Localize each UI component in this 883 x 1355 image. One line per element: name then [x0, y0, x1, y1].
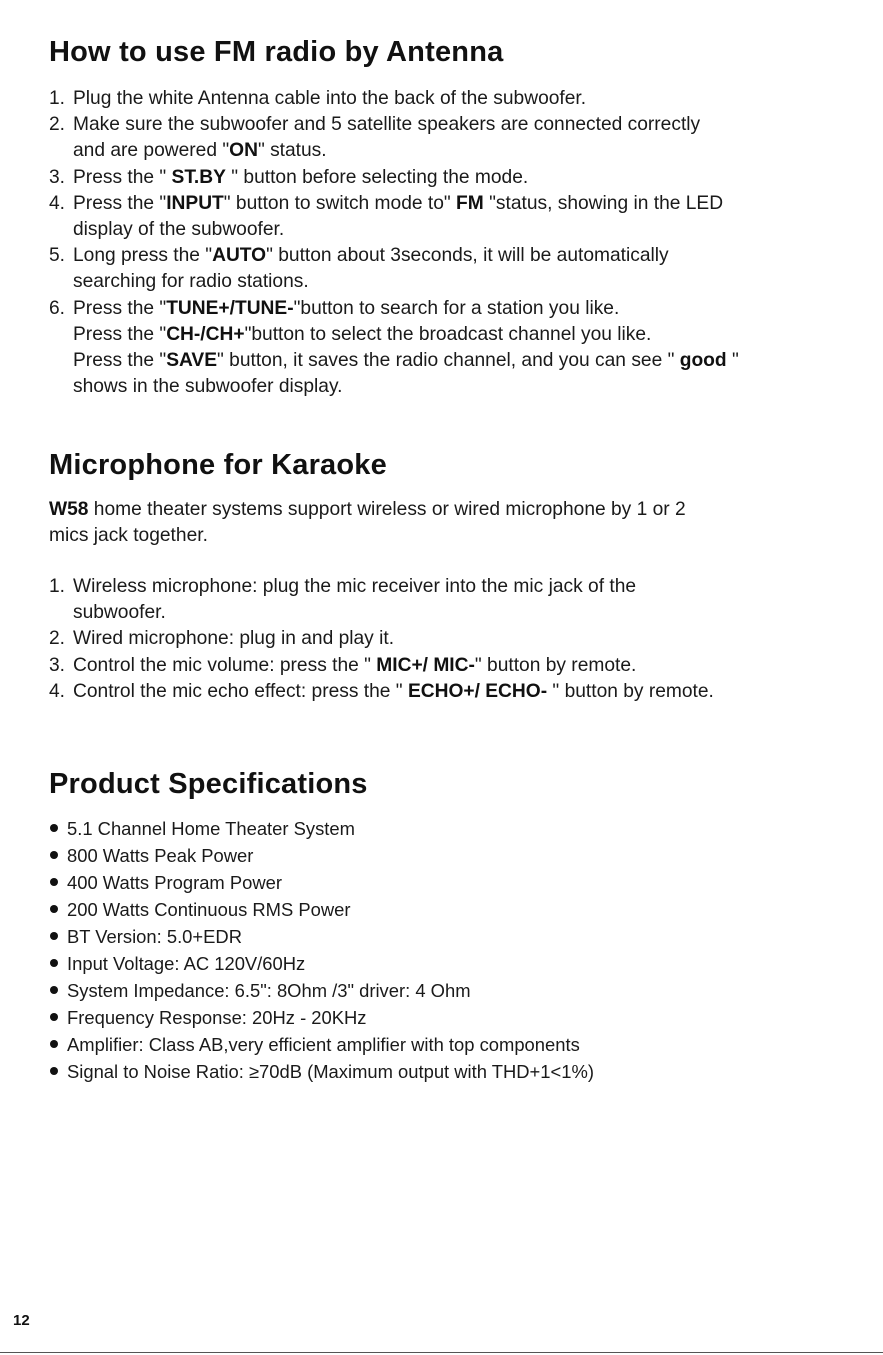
spec-text: BT Version: 5.0+EDR [67, 926, 242, 947]
step-number: 6. [49, 297, 66, 319]
step-line [73, 322, 739, 348]
step-line [73, 626, 714, 652]
spec-text: 800 Watts Peak Power [67, 845, 254, 866]
text-run: " button to switch mode to" [223, 192, 457, 214]
mic-step [49, 653, 714, 679]
bullet-icon [50, 1040, 58, 1048]
fm-step [49, 296, 739, 401]
step-number: 1. [49, 88, 66, 109]
bullet-icon [50, 824, 58, 832]
step-number: 3. [49, 654, 66, 676]
spec-text: 5.1 Channel Home Theater System [67, 818, 355, 839]
text-run: Control the mic volume: press the " [73, 654, 377, 676]
step-line [73, 86, 739, 112]
spec-item [49, 977, 594, 1004]
spec-text: 200 Watts Continuous RMS Power [67, 899, 351, 920]
step-line [73, 679, 714, 705]
step-line [73, 374, 739, 400]
step-line [73, 600, 714, 626]
mic-section-title: Microphone for Karaoke [49, 449, 387, 481]
bold-term: CH-/CH+ [166, 323, 245, 345]
spec-item [49, 1031, 594, 1058]
fm-step [49, 243, 739, 295]
step-number: 4. [49, 680, 66, 702]
fm-steps-list [49, 86, 739, 400]
intro-line [49, 497, 686, 523]
text-run: Press the " [73, 192, 167, 214]
fm-step [49, 86, 739, 112]
fm-step [49, 191, 739, 243]
step-line [73, 138, 739, 164]
text-run: " button before selecting the mode. [225, 166, 529, 188]
text-run: " button by remote. [474, 654, 637, 676]
step-line [73, 243, 739, 269]
text-run: Wired microphone: plug in and play it. [73, 628, 395, 650]
text-run: shows in the subwoofer display. [73, 376, 343, 398]
text-run: searching for radio stations. [73, 271, 309, 293]
text-run: "button to search for a station you like. [293, 297, 620, 319]
bold-term: W58 [49, 499, 89, 520]
text-run: Wireless microphone: plug the mic receiver into the mic jack of the [73, 576, 637, 597]
mic-step [49, 679, 714, 705]
bold-term: INPUT [166, 192, 224, 214]
spec-item [49, 896, 594, 923]
text-run: " button, it saves the radio channel, and you can see " [217, 350, 680, 372]
bullet-icon [50, 905, 58, 913]
bold-term: AUTO [212, 245, 267, 267]
fm-section-title: How to use FM radio by Antenna [49, 36, 504, 68]
bold-term: ECHO+/ ECHO- [407, 680, 548, 702]
bullet-icon [50, 851, 58, 859]
text-run: and are powered " [73, 140, 230, 162]
text-run: "status, showing in the LED [483, 192, 724, 214]
step-line [73, 112, 739, 138]
spec-item [49, 842, 594, 869]
intro-line [49, 523, 686, 549]
text-run: Press the " [73, 350, 167, 372]
spec-item [49, 923, 594, 950]
spec-text: System Impedance: 6.5": 8Ohm /3" driver: 4 Ohm [67, 980, 471, 1001]
spec-text: Amplifier: Class AB,very efficient amplifier with top components [67, 1034, 580, 1055]
step-line [73, 269, 739, 295]
bold-term: TUNE+/TUNE- [166, 297, 294, 319]
page-number: 12 [13, 1312, 30, 1329]
spec-text: 400 Watts Program Power [67, 872, 282, 893]
step-line [73, 653, 714, 679]
text-run: display of the subwoofer. [73, 219, 285, 241]
spec-item [49, 1004, 594, 1031]
text-run: " status. [257, 140, 327, 162]
bold-term: FM [456, 192, 484, 214]
mic-intro-paragraph [49, 497, 686, 549]
spec-text: Signal to Noise Ratio: ≥70dB (Maximum output with THD+1<1%) [67, 1061, 594, 1082]
text-run: home theater systems support wireless or wired microphone by 1 or 2 [88, 499, 686, 520]
step-number: 3. [49, 166, 66, 188]
text-run: " [726, 350, 739, 372]
step-line [73, 574, 714, 600]
mic-step [49, 626, 714, 652]
text-run: Make sure the subwoofer and 5 satellite speakers are connected correctly [73, 114, 701, 136]
bullet-icon [50, 1067, 58, 1075]
step-number: 1. [49, 576, 66, 597]
bold-term: good [679, 350, 727, 372]
step-number: 2. [49, 114, 66, 136]
text-run: Press the " [73, 166, 172, 188]
text-run: Control the mic echo effect: press the " [73, 680, 408, 702]
text-run: mics jack together. [49, 525, 208, 547]
spec-item [49, 950, 594, 977]
spec-item [49, 869, 594, 896]
step-line [73, 296, 739, 322]
bold-term: SAVE [166, 350, 218, 372]
specs-section-title: Product Specifications [49, 768, 368, 800]
fm-step [49, 165, 739, 191]
bullet-icon [50, 1013, 58, 1021]
bold-term: ON [229, 140, 258, 162]
mic-step [49, 574, 714, 626]
spec-text: Frequency Response: 20Hz - 20KHz [67, 1007, 367, 1028]
text-run: " button about 3seconds, it will be automatically [266, 245, 669, 267]
text-run: Press the " [73, 323, 167, 345]
step-line [73, 217, 739, 243]
specs-list [49, 815, 594, 1085]
step-number: 2. [49, 628, 66, 650]
step-number: 4. [49, 192, 66, 214]
text-run: subwoofer. [73, 602, 166, 624]
spec-item [49, 1058, 594, 1085]
bullet-icon [50, 932, 58, 940]
text-run: Plug the white Antenna cable into the back of the subwoofer. [73, 88, 587, 109]
spec-text: Input Voltage: AC 120V/60Hz [67, 953, 306, 974]
spec-item [49, 815, 594, 842]
step-line [73, 348, 739, 374]
bold-term: ST.BY [171, 166, 226, 188]
bullet-icon [50, 986, 58, 994]
fm-step [49, 112, 739, 164]
mic-steps-list [49, 574, 714, 705]
step-number: 5. [49, 245, 66, 267]
bullet-icon [50, 959, 58, 967]
text-run: Press the " [73, 297, 167, 319]
text-run: "button to select the broadcast channel you like. [244, 323, 652, 345]
step-line [73, 191, 739, 217]
footer-divider [0, 1352, 883, 1353]
text-run: Long press the " [73, 245, 213, 267]
step-line [73, 165, 739, 191]
bullet-icon [50, 878, 58, 886]
text-run: " button by remote. [547, 680, 714, 702]
bold-term: MIC+/ MIC- [376, 654, 475, 676]
